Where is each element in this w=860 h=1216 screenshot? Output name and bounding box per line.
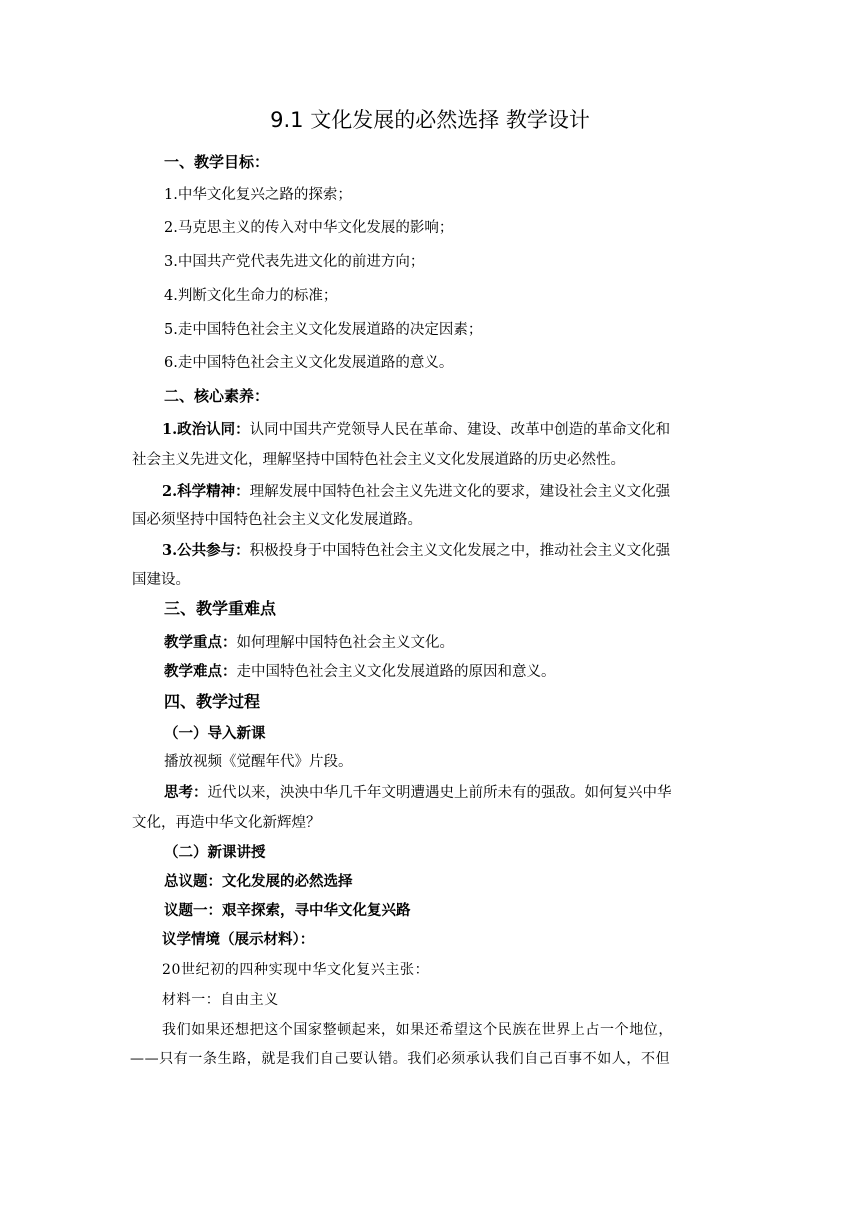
section-heading-core-literacy: 二、核心素养： bbox=[164, 387, 270, 405]
objective-item: 5.走中国特色社会主义文化发展道路的决定因素； bbox=[164, 322, 483, 338]
material-one-quote: 我们如果还想把这个国家整顿起来，如果还希望这个民族在世界上占一个地位， bbox=[162, 1022, 673, 1038]
literacy-paragraph-1-cont: 社会主义先进文化，理解坚持中国特色社会主义文化发展道路的历史必然性。 bbox=[132, 452, 625, 468]
material-one-quote-cont: ——只有一条生路，就是我们自己要认错。我们必须承认我们自己百事不如人，不但 bbox=[130, 1051, 671, 1067]
think-question-cont: 文化，再造中华文化新辉煌？ bbox=[132, 815, 321, 831]
objective-item: 2.马克思主义的传入对中华文化发展的影响； bbox=[164, 220, 454, 236]
literacy-text: 理解发展中国特色社会主义先进文化的要求，建设社会主义文化强 bbox=[249, 484, 671, 500]
literacy-label: 3.公共参与： bbox=[162, 542, 250, 559]
literacy-paragraph-1 bbox=[162, 420, 670, 440]
literacy-paragraph-2 bbox=[162, 482, 670, 502]
document-title: 9.1 文化发展的必然选择 教学设计 bbox=[270, 108, 590, 132]
literacy-paragraph-2-cont: 国必须坚持中国特色社会主义文化发展道路。 bbox=[132, 512, 422, 528]
key-point-text: 如何理解中国特色社会主义文化。 bbox=[236, 635, 454, 651]
literacy-paragraph-3 bbox=[162, 541, 670, 561]
literacy-paragraph-3-cont: 国建设。 bbox=[132, 572, 190, 588]
think-text: 近代以来，泱泱中华几千年文明遭遇史上前所未有的强敌。如何复兴中华 bbox=[207, 785, 672, 801]
objective-item: 6.走中国特色社会主义文化发展道路的意义。 bbox=[164, 355, 454, 371]
section-heading-key-points: 三、教学重难点 bbox=[164, 599, 277, 618]
difficult-point-text: 走中国特色社会主义文化发展道路的原因和意义。 bbox=[236, 664, 556, 680]
subsection-new-lesson: （二）新课讲授 bbox=[164, 844, 266, 861]
main-topic: 总议题：文化发展的必然选择 bbox=[164, 873, 353, 890]
key-point-label: 教学重点： bbox=[164, 634, 237, 651]
video-note: 播放视频《觉醒年代》片段。 bbox=[164, 754, 353, 770]
key-point bbox=[164, 633, 454, 653]
material-one-label: 材料一：自由主义 bbox=[162, 992, 279, 1008]
subsection-intro: （一）导入新课 bbox=[164, 725, 266, 742]
literacy-text: 认同中国共产党领导人民在革命、建设、改革中创造的革命文化和 bbox=[249, 422, 671, 438]
literacy-label: 1.政治认同： bbox=[162, 421, 250, 438]
literacy-text: 积极投身于中国特色社会主义文化发展之中，推动社会主义文化强 bbox=[249, 543, 671, 559]
think-question bbox=[164, 783, 672, 803]
section-heading-process: 四、教学过程 bbox=[164, 692, 261, 711]
objective-item: 3.中国共产党代表先进文化的前进方向； bbox=[164, 254, 425, 270]
topic-one: 议题一：艰辛探索，寻中华文化复兴路 bbox=[164, 902, 411, 919]
difficult-point-label: 教学难点： bbox=[164, 663, 237, 680]
objective-item: 4.判断文化生命力的标准； bbox=[164, 288, 338, 304]
section-heading-objectives: 一、教学目标： bbox=[164, 153, 270, 171]
material-intro: 20世纪初的四种实现中华文化复兴主张： bbox=[162, 962, 430, 978]
context-heading: 议学情境（展示材料）： bbox=[162, 931, 315, 948]
difficult-point bbox=[164, 662, 556, 682]
literacy-label: 2.科学精神： bbox=[162, 483, 250, 500]
think-label: 思考： bbox=[164, 784, 208, 801]
objective-item: 1.中华文化复兴之路的探索； bbox=[164, 187, 352, 203]
